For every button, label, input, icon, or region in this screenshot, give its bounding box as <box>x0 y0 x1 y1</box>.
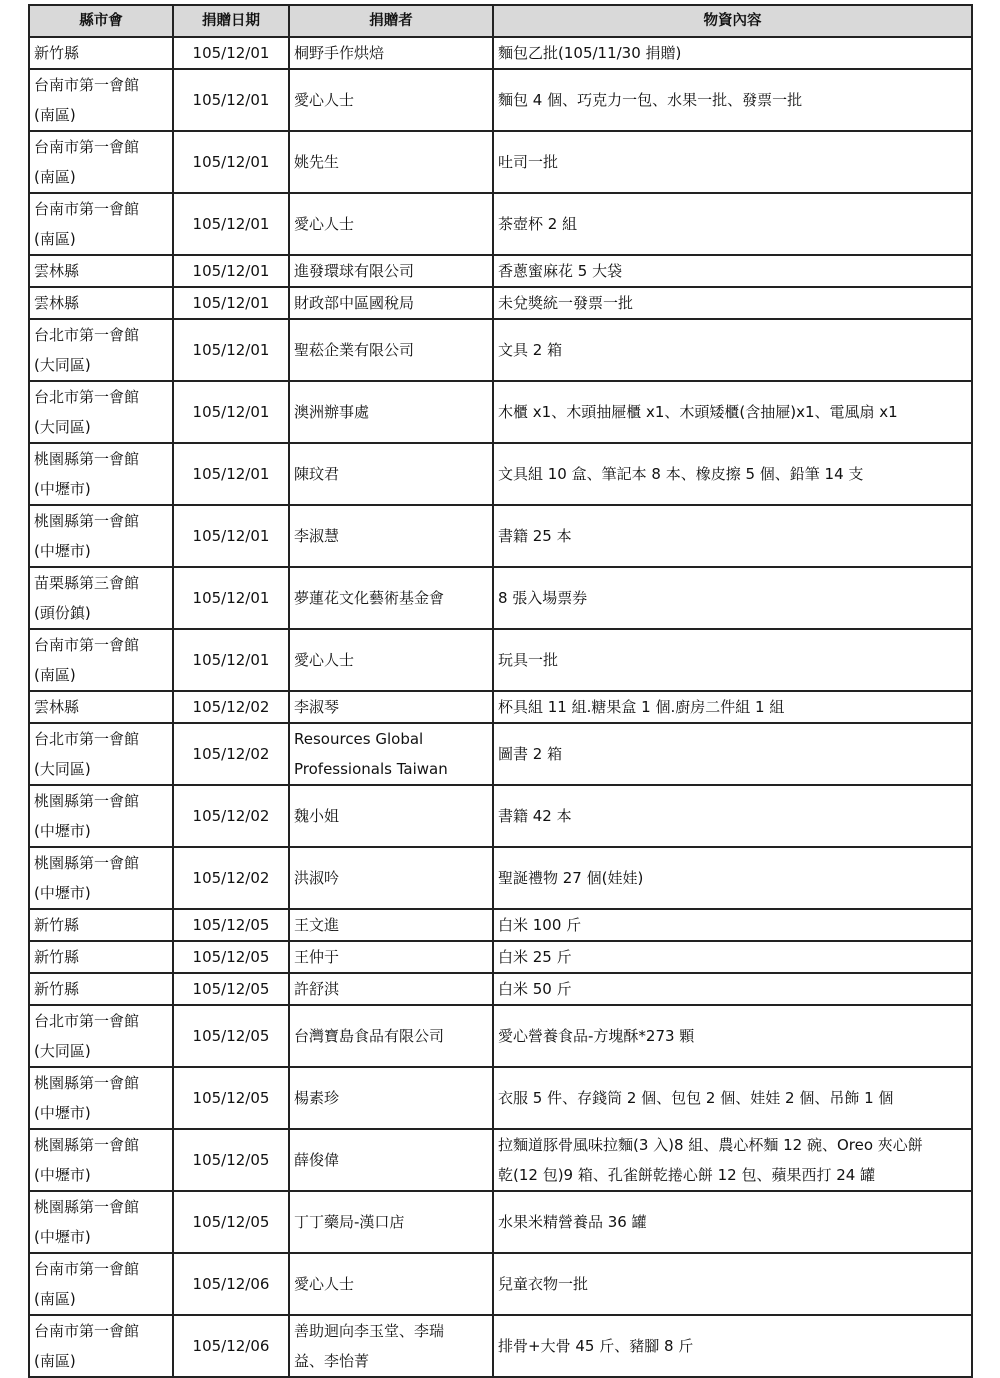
cell-date-text: 105/12/01 <box>192 589 270 607</box>
cell-date <box>173 1191 289 1253</box>
table-row <box>29 1129 972 1191</box>
cell-donor-text: 愛心人士 <box>294 91 355 109</box>
cell-items <box>493 255 972 287</box>
cell-city <box>29 443 173 505</box>
cell-items-text: 茶壺杯 2 組 <box>498 215 578 233</box>
cell-items <box>493 1067 972 1129</box>
cell-date-text: 105/12/05 <box>192 948 270 966</box>
cell-donor <box>289 193 493 255</box>
cell-donor-text: 夢蓮花文化藝術基金會 <box>294 589 445 607</box>
cell-date-text: 105/12/02 <box>192 745 270 763</box>
cell-items-text: 兒童衣物一批 <box>498 1275 589 1293</box>
cell-items-text: 白米 100 斤 <box>498 916 582 934</box>
cell-date <box>173 1253 289 1315</box>
cell-date-text: 105/12/01 <box>192 215 270 233</box>
cell-items <box>493 69 972 131</box>
cell-donor <box>289 909 493 941</box>
cell-items-text: 吐司一批 <box>498 153 559 171</box>
cell-date <box>173 255 289 287</box>
cell-city-text: 台北市第一會館 (大同區) <box>34 326 140 374</box>
cell-items <box>493 973 972 1005</box>
cell-city <box>29 847 173 909</box>
cell-date <box>173 629 289 691</box>
table-row <box>29 319 972 381</box>
cell-city-text: 台南市第一會館 (南區) <box>34 636 140 684</box>
cell-city-text: 桃園縣第一會館 (中壢市) <box>34 1136 140 1184</box>
cell-city-text: 苗栗縣第三會館 (頭份鎮) <box>34 574 140 622</box>
cell-city <box>29 255 173 287</box>
cell-city-text: 台南市第一會館 (南區) <box>34 200 140 248</box>
cell-date-text: 105/12/05 <box>192 1089 270 1107</box>
cell-city <box>29 131 173 193</box>
cell-items-text: 麵包 4 個、巧克力一包、水果一批、發票一批 <box>498 91 803 109</box>
table-row <box>29 847 972 909</box>
table-row <box>29 1005 972 1067</box>
cell-items <box>493 1315 972 1377</box>
cell-city <box>29 785 173 847</box>
cell-date <box>173 1129 289 1191</box>
cell-items <box>493 629 972 691</box>
cell-city <box>29 973 173 1005</box>
cell-date-text: 105/12/01 <box>192 44 270 62</box>
cell-date <box>173 443 289 505</box>
cell-donor-text: 王仲于 <box>294 948 340 966</box>
cell-items-text: 麵包乙批(105/11/30 捐贈) <box>498 44 682 62</box>
cell-items <box>493 909 972 941</box>
cell-items-text: 玩具一批 <box>498 651 559 669</box>
cell-city <box>29 381 173 443</box>
cell-date <box>173 1067 289 1129</box>
cell-city <box>29 1005 173 1067</box>
cell-donor <box>289 1129 493 1191</box>
cell-items-text: 水果米精營養品 36 罐 <box>498 1213 647 1231</box>
cell-date <box>173 131 289 193</box>
cell-items-text: 8 張入場票券 <box>498 589 588 607</box>
table-row <box>29 785 972 847</box>
cell-donor-text: 愛心人士 <box>294 215 355 233</box>
table-row <box>29 1067 972 1129</box>
table-row <box>29 909 972 941</box>
cell-city-text: 桃園縣第一會館 (中壢市) <box>34 512 140 560</box>
cell-donor <box>289 443 493 505</box>
cell-date <box>173 319 289 381</box>
cell-items <box>493 505 972 567</box>
cell-items-text: 圖書 2 箱 <box>498 745 563 763</box>
header-date: 捐贈日期 <box>173 5 289 37</box>
cell-donor <box>289 69 493 131</box>
table-row <box>29 1191 972 1253</box>
cell-city <box>29 629 173 691</box>
cell-city <box>29 69 173 131</box>
cell-date-text: 105/12/01 <box>192 651 270 669</box>
cell-items-text: 白米 25 斤 <box>498 948 572 966</box>
cell-city-text: 台南市第一會館 (南區) <box>34 76 140 124</box>
cell-items <box>493 567 972 629</box>
cell-items-text: 木櫃 x1、木頭抽屜櫃 x1、木頭矮櫃(含抽屜)x1、電風扇 x1 <box>498 403 898 421</box>
cell-city-text: 台南市第一會館 (南區) <box>34 1322 140 1370</box>
cell-date <box>173 723 289 785</box>
table-row <box>29 443 972 505</box>
cell-city <box>29 1253 173 1315</box>
cell-items-text: 排骨+大骨 45 斤、豬腳 8 斤 <box>498 1337 694 1355</box>
cell-city <box>29 287 173 319</box>
cell-date-text: 105/12/05 <box>192 1027 270 1045</box>
cell-city-text: 桃園縣第一會館 (中壢市) <box>34 1198 140 1246</box>
cell-donor-text: 澳洲辦事處 <box>294 403 370 421</box>
cell-donor <box>289 847 493 909</box>
cell-donor <box>289 37 493 69</box>
cell-city <box>29 691 173 723</box>
cell-city-text: 台南市第一會館 (南區) <box>34 138 140 186</box>
cell-city-text: 新竹縣 <box>34 916 80 934</box>
cell-items-text: 聖誕禮物 27 個(娃娃) <box>498 869 644 887</box>
cell-items-text: 愛心營養食品-方塊酥*273 顆 <box>498 1027 695 1045</box>
table-row <box>29 193 972 255</box>
cell-items <box>493 381 972 443</box>
cell-date-text: 105/12/01 <box>192 153 270 171</box>
cell-date <box>173 973 289 1005</box>
cell-items <box>493 37 972 69</box>
cell-date <box>173 691 289 723</box>
cell-items-text: 杯具組 11 組.糖果盒 1 個.廚房二件組 1 組 <box>498 698 785 716</box>
cell-city <box>29 1315 173 1377</box>
cell-city-text: 雲林縣 <box>34 294 80 312</box>
cell-date-text: 105/12/05 <box>192 1151 270 1169</box>
cell-items-text: 拉麵道豚骨風味拉麵(3 入)8 組、農心杯麵 12 碗、Oreo 夾心餅 乾(12 包)9 箱、孔雀餅乾捲心餅 12 包、蘋果西打 24 罐 <box>498 1136 923 1184</box>
cell-date <box>173 193 289 255</box>
cell-date <box>173 847 289 909</box>
cell-donor <box>289 1315 493 1377</box>
table-row <box>29 567 972 629</box>
table-row <box>29 629 972 691</box>
cell-items-text: 書籍 42 本 <box>498 807 572 825</box>
table-row <box>29 255 972 287</box>
cell-date-text: 105/12/02 <box>192 807 270 825</box>
cell-donor-text: 洪淑吟 <box>294 869 340 887</box>
cell-donor-text: 桐野手作烘焙 <box>294 44 385 62</box>
table-row <box>29 131 972 193</box>
cell-date <box>173 381 289 443</box>
cell-items-text: 文具 2 箱 <box>498 341 563 359</box>
cell-donor <box>289 287 493 319</box>
cell-donor <box>289 629 493 691</box>
cell-city <box>29 1067 173 1129</box>
cell-city-text: 桃園縣第一會館 (中壢市) <box>34 792 140 840</box>
header-row <box>29 5 972 37</box>
cell-donor-text: 丁丁藥局-漢口店 <box>294 1213 405 1231</box>
cell-date-text: 105/12/01 <box>192 403 270 421</box>
cell-items <box>493 1253 972 1315</box>
cell-items-text: 香蔥蜜麻花 5 大袋 <box>498 262 623 280</box>
cell-city-text: 台北市第一會館 (大同區) <box>34 1012 140 1060</box>
cell-donor-text: 李淑慧 <box>294 527 340 545</box>
cell-donor <box>289 691 493 723</box>
table-row <box>29 973 972 1005</box>
cell-donor-text: 愛心人士 <box>294 1275 355 1293</box>
cell-donor <box>289 723 493 785</box>
cell-items-text: 書籍 25 本 <box>498 527 572 545</box>
cell-city <box>29 909 173 941</box>
cell-city-text: 新竹縣 <box>34 948 80 966</box>
table-row <box>29 1315 972 1377</box>
cell-items <box>493 941 972 973</box>
table-row <box>29 69 972 131</box>
cell-date-text: 105/12/02 <box>192 869 270 887</box>
cell-date <box>173 37 289 69</box>
cell-city-text: 桃園縣第一會館 (中壢市) <box>34 1074 140 1122</box>
cell-donor-text: 聖菘企業有限公司 <box>294 341 415 359</box>
cell-date <box>173 1315 289 1377</box>
cell-donor-text: 薛俊偉 <box>294 1151 340 1169</box>
cell-city-text: 新竹縣 <box>34 980 80 998</box>
cell-donor-text: Resources Global Professionals Taiwan <box>294 730 448 778</box>
cell-city <box>29 567 173 629</box>
cell-date <box>173 1005 289 1067</box>
cell-donor-text: 愛心人士 <box>294 651 355 669</box>
cell-donor <box>289 567 493 629</box>
cell-donor <box>289 505 493 567</box>
cell-city-text: 桃園縣第一會館 (中壢市) <box>34 854 140 902</box>
cell-city-text: 雲林縣 <box>34 262 80 280</box>
cell-date <box>173 941 289 973</box>
cell-donor <box>289 785 493 847</box>
cell-donor-text: 財政部中區國稅局 <box>294 294 415 312</box>
cell-donor <box>289 973 493 1005</box>
cell-date-text: 105/12/02 <box>192 698 270 716</box>
cell-donor <box>289 1005 493 1067</box>
cell-items <box>493 1129 972 1191</box>
cell-donor <box>289 1191 493 1253</box>
cell-donor-text: 李淑琴 <box>294 698 340 716</box>
cell-items <box>493 691 972 723</box>
cell-city <box>29 1129 173 1191</box>
cell-items <box>493 319 972 381</box>
cell-date-text: 105/12/05 <box>192 916 270 934</box>
cell-items <box>493 443 972 505</box>
cell-donor-text: 善助迴向李玉堂、李瑞 益、李怡菁 <box>294 1322 445 1370</box>
cell-date <box>173 505 289 567</box>
cell-city <box>29 319 173 381</box>
cell-date-text: 105/12/06 <box>192 1275 270 1293</box>
cell-donor <box>289 381 493 443</box>
cell-city-text: 台北市第一會館 (大同區) <box>34 388 140 436</box>
header-donor: 捐贈者 <box>289 5 493 37</box>
table-row <box>29 1253 972 1315</box>
cell-items-text: 白米 50 斤 <box>498 980 572 998</box>
cell-donor-text: 王文進 <box>294 916 340 934</box>
cell-date-text: 105/12/01 <box>192 262 270 280</box>
cell-city <box>29 1191 173 1253</box>
cell-items <box>493 785 972 847</box>
cell-items <box>493 1005 972 1067</box>
cell-items-text: 文具組 10 盒、筆記本 8 本、橡皮擦 5 個、鉛筆 14 支 <box>498 465 864 483</box>
cell-city-text: 雲林縣 <box>34 698 80 716</box>
cell-donor-text: 姚先生 <box>294 153 340 171</box>
cell-date <box>173 567 289 629</box>
cell-items-text: 衣服 5 件、存錢筒 2 個、包包 2 個、娃娃 2 個、吊飾 1 個 <box>498 1089 894 1107</box>
cell-date-text: 105/12/01 <box>192 294 270 312</box>
table-row <box>29 381 972 443</box>
cell-date-text: 105/12/01 <box>192 91 270 109</box>
cell-date <box>173 287 289 319</box>
cell-items <box>493 131 972 193</box>
cell-city <box>29 193 173 255</box>
cell-city <box>29 37 173 69</box>
header-items: 物資內容 <box>493 5 972 37</box>
cell-donor-text: 進發環球有限公司 <box>294 262 415 280</box>
table-row <box>29 723 972 785</box>
cell-donor <box>289 941 493 973</box>
table-row <box>29 941 972 973</box>
cell-donor-text: 楊素珍 <box>294 1089 340 1107</box>
cell-city-text: 台北市第一會館 (大同區) <box>34 730 140 778</box>
cell-date-text: 105/12/05 <box>192 1213 270 1231</box>
table-row <box>29 691 972 723</box>
table-row <box>29 505 972 567</box>
donation-table <box>28 4 973 1378</box>
cell-items <box>493 193 972 255</box>
cell-donor <box>289 1253 493 1315</box>
cell-date <box>173 69 289 131</box>
table-body <box>29 37 972 1377</box>
cell-items <box>493 847 972 909</box>
cell-city-text: 桃園縣第一會館 (中壢市) <box>34 450 140 498</box>
cell-city-text: 台南市第一會館 (南區) <box>34 1260 140 1308</box>
cell-date-text: 105/12/01 <box>192 341 270 359</box>
cell-donor-text: 許舒淇 <box>294 980 340 998</box>
cell-donor <box>289 319 493 381</box>
cell-city-text: 新竹縣 <box>34 44 80 62</box>
cell-date <box>173 909 289 941</box>
cell-items <box>493 287 972 319</box>
cell-items-text: 未兌獎統一發票一批 <box>498 294 634 312</box>
header-city: 縣市會 <box>29 5 173 37</box>
cell-donor <box>289 131 493 193</box>
cell-city <box>29 723 173 785</box>
table-header <box>29 5 972 37</box>
cell-date-text: 105/12/01 <box>192 527 270 545</box>
cell-donor <box>289 1067 493 1129</box>
cell-donor-text: 陳玟君 <box>294 465 340 483</box>
cell-donor <box>289 255 493 287</box>
cell-items <box>493 723 972 785</box>
cell-date-text: 105/12/01 <box>192 465 270 483</box>
cell-date <box>173 785 289 847</box>
cell-city <box>29 941 173 973</box>
table-row <box>29 287 972 319</box>
cell-items <box>493 1191 972 1253</box>
cell-donor-text: 魏小姐 <box>294 807 340 825</box>
table-row <box>29 37 972 69</box>
cell-date-text: 105/12/06 <box>192 1337 270 1355</box>
cell-donor-text: 台灣寶島食品有限公司 <box>294 1027 445 1045</box>
cell-city <box>29 505 173 567</box>
cell-date-text: 105/12/05 <box>192 980 270 998</box>
